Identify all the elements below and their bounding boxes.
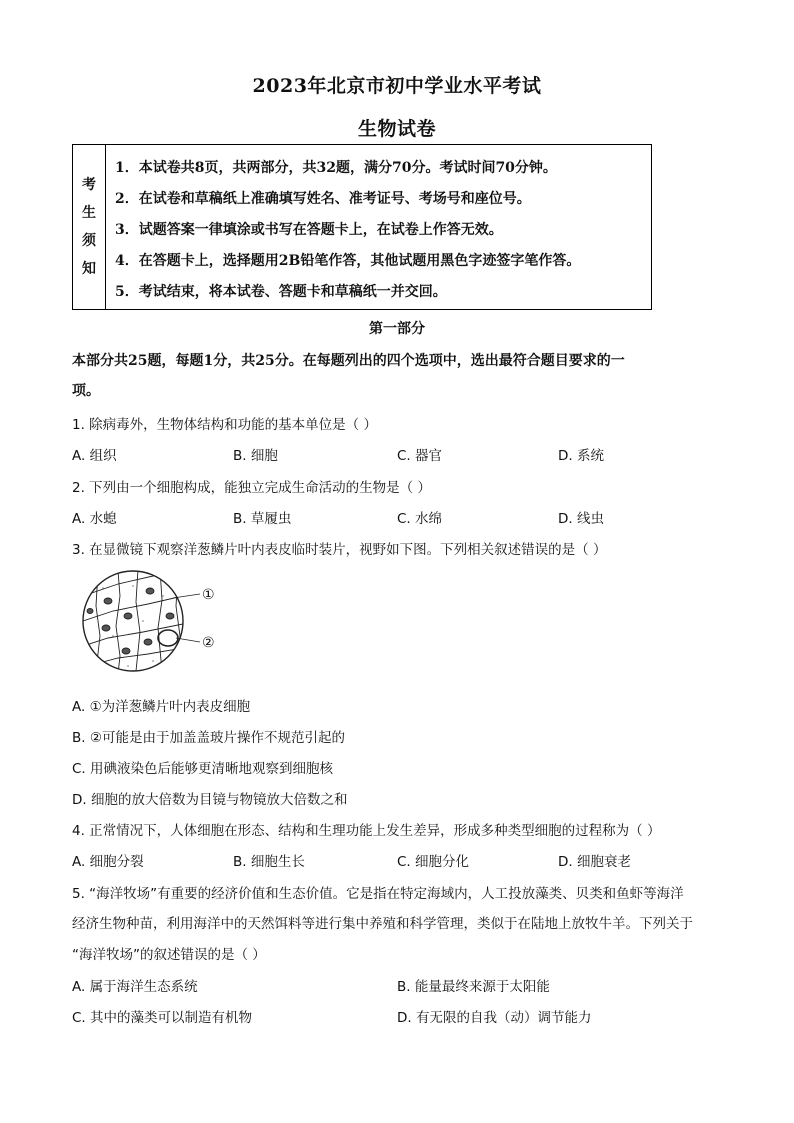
notice-item: 3．试题答案一律填涂或书写在答题卡上，在试卷上作答无效。 [115,222,503,238]
notice-side-char: 生 [82,205,96,221]
answer-option: D. 系统 [558,448,604,464]
microscope-field-figure [78,566,228,676]
answer-option: C. 细胞分化 [397,854,470,870]
notice-item: 4．在答题卡上，选择题用2B铅笔作答，其他试题用黑色字迹签字笔作答。 [115,253,581,269]
question-stem: 2. 下列由一个细胞构成，能独立完成生命活动的生物是（ ） [72,480,431,496]
answer-option: B. 细胞生长 [233,854,305,870]
figure-label-1: ① [202,587,215,603]
answer-option: B. ②可能是由于加盖盖玻片操作不规范引起的 [72,730,345,746]
question-stem: 4. 正常情况下，人体细胞在形态、结构和生理功能上发生差异，形成多种类型细胞的过程称为（ ） [72,823,661,839]
question-stem: “海洋牧场”的叙述错误的是（ ） [72,947,266,963]
question-stem: 1. 除病毒外，生物体结构和功能的基本单位是（ ） [72,417,377,433]
answer-option: B. 草履虫 [233,511,292,527]
section-title: 第一部分 [369,321,425,337]
question-stem: 5. “海洋牧场”有重要的经济价值和生态价值。它是指在特定海域内，人工投放藻类、贝类和鱼虾等海洋 [72,886,684,902]
question-stem: 3. 在显微镜下观察洋葱鳞片叶内表皮临时装片，视野如下图。下列相关叙述错误的是（ ） [72,542,607,558]
answer-option: A. ①为洋葱鳞片叶内表皮细胞 [72,699,251,715]
question-stem: 经济生物种苗，利用海洋中的天然饵料等进行集中养殖和科学管理，类似于在陆地上放牧牛羊。下列关于 [72,916,693,932]
exam-subtitle: 生物试卷 [357,118,436,140]
notice-side-char: 须 [82,233,96,249]
answer-option: C. 用碘液染色后能够更清晰地观察到细胞核 [72,761,334,777]
answer-option: D. 细胞衰老 [558,854,631,870]
answer-option: C. 器官 [397,448,443,464]
answer-option: A. 水螅 [72,511,117,527]
answer-option: B. 细胞 [233,448,278,464]
notice-side-char: 考 [82,177,96,193]
answer-option: D. 细胞的放大倍数为目镜与物镜放大倍数之和 [72,792,348,808]
notice-side-char: 知 [82,261,96,277]
section-instructions: 本部分共25题，每题1分，共25分。在每题列出的四个选项中，选出最符合题目要求的一 [72,353,625,369]
candidate-notice-box [72,144,652,310]
answer-option: C. 水绵 [397,511,443,527]
answer-option: C. 其中的藻类可以制造有机物 [72,1010,253,1026]
section-instructions: 项。 [72,383,100,399]
notice-item: 1．本试卷共8页，共两部分，共32题，满分70分。考试时间70分钟。 [115,160,557,176]
answer-option: B. 能量最终来源于太阳能 [397,979,550,995]
exam-title: 2023年北京市初中学业水平考试 [252,75,542,97]
notice-side-label [73,145,106,309]
answer-option: A. 组织 [72,448,117,464]
answer-option: D. 有无限的自我（动）调节能力 [397,1010,592,1026]
notice-item: 2．在试卷和草稿纸上准确填写姓名、准考证号、考场号和座位号。 [115,191,531,207]
answer-option: A. 细胞分裂 [72,854,144,870]
notice-item: 5．考试结束，将本试卷、答题卡和草稿纸一并交回。 [115,284,447,300]
answer-option: A. 属于海洋生态系统 [72,979,198,995]
answer-option: D. 线虫 [558,511,604,527]
figure-label-2: ② [202,635,215,651]
